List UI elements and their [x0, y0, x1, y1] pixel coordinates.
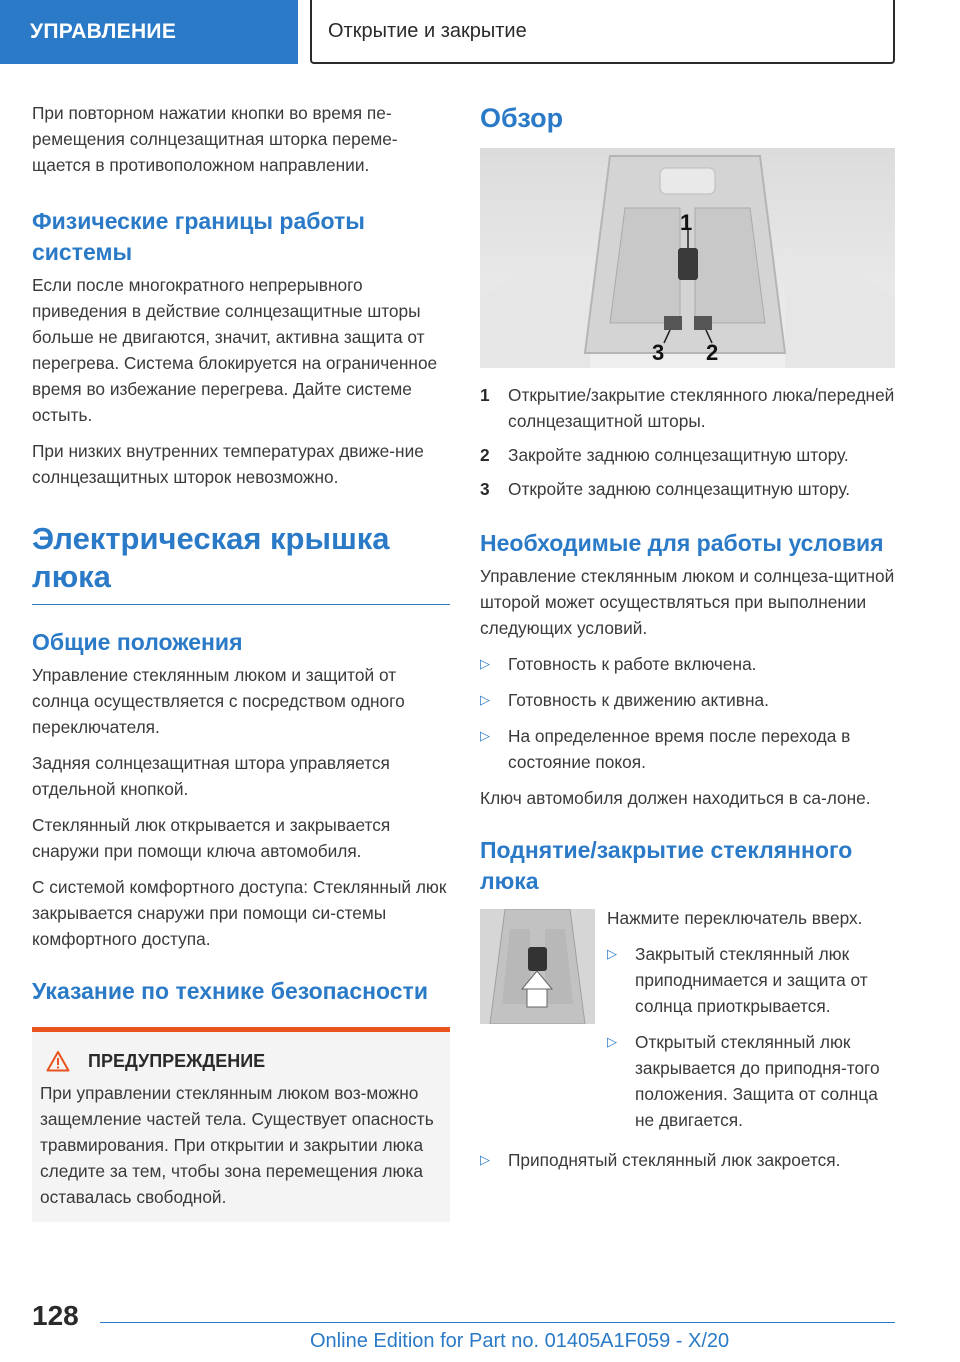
list-item: [480, 1147, 898, 1173]
legend-number: 2: [480, 445, 490, 465]
switch-drawing: [480, 909, 595, 1024]
conditions-list: [480, 651, 898, 775]
general-paragraph-4: С системой комфортного доступа: Стеклянный люк закрывается снаружи при помощи си-стемы комфортного доступа.: [32, 877, 447, 949]
list-item: [480, 723, 898, 775]
callout-3: 3: [652, 340, 665, 365]
legend-text: Закройте заднюю солнцезащитную штору.: [508, 445, 849, 465]
legend-text: Открытие/закрытие стеклянного люка/передней солнцезащитной шторы.: [508, 385, 895, 431]
list-item-text: Готовность к работе включена.: [508, 654, 757, 674]
chapter-title: Открытие и закрытие: [328, 19, 527, 42]
legend-text: Откройте заднюю солнцезащитную штору.: [508, 479, 851, 499]
triangle-bullet-icon: ▷: [480, 692, 490, 707]
legend-number: 1: [480, 385, 490, 405]
list-item-text: Готовность к движению активна.: [508, 690, 769, 710]
warning-box: [32, 1027, 450, 1222]
list-item-text: Закрытый стеклянный люк приподнимается и защита от солнца приоткрывается.: [635, 944, 868, 1016]
warning-header: [40, 1050, 440, 1072]
raise-list-final: [480, 1147, 898, 1173]
left-column: [32, 100, 450, 1222]
callout-2: 2: [706, 340, 719, 365]
raise-block: [480, 905, 898, 1143]
general-heading: Общие положения: [32, 629, 243, 655]
limits-paragraph-2: При низких внутренних температурах движе-ние солнцезащитных шторок невозможно.: [32, 441, 424, 487]
legend-list: [480, 382, 898, 502]
list-item-text: Открытый стеклянный люк закрывается до приподня-того положения. Защита от солнца не двигается.: [635, 1032, 880, 1130]
triangle-bullet-icon: ▷: [480, 1152, 490, 1167]
legend-item: [480, 382, 898, 434]
general-paragraph-3: Стеклянный люк открывается и закрывается снаружи при помощи ключа автомобиля.: [32, 815, 391, 861]
triangle-bullet-icon: ▷: [607, 1034, 617, 1049]
general-paragraph-2: Задняя солнцезащитная штора управляется отдельной кнопкой.: [32, 753, 390, 799]
triangle-bullet-icon: ▷: [480, 728, 490, 743]
general-paragraph-1: Управление стеклянным люком и защитой от солнца осуществляется с посредством одного переключателя.: [32, 665, 405, 737]
conditions-heading: Необходимые для работы условия: [480, 530, 884, 556]
raise-text: [607, 905, 898, 1143]
switch-illustration: [480, 909, 595, 1024]
chapter-tab: [310, 0, 895, 64]
intro-paragraph: При повторном нажатии кнопки во время пе-ремещения солнцезащитная шторка переме-щается в противоположном направлении.: [32, 103, 398, 175]
overview-heading: Обзор: [480, 103, 564, 133]
conditions-paragraph-2: Ключ автомобиля должен находиться в са-лоне.: [480, 788, 871, 808]
footer-rule: [100, 1322, 895, 1323]
right-column: [480, 100, 898, 1183]
conditions-paragraph: Управление стеклянным люком и солнцеза-щитной шторой может осуществляться при выполнении следующих условий.: [480, 566, 895, 638]
warning-label: ПРЕДУПРЕЖДЕНИЕ: [88, 1050, 266, 1071]
safety-heading: Указание по технике безопасности: [32, 978, 428, 1004]
legend-number: 3: [480, 479, 490, 499]
edition-link[interactable]: Online Edition for Part no. 01405A1F059 - X/20: [310, 1330, 730, 1352]
list-item-text: На определенное время после перехода в состояние покоя.: [508, 726, 851, 772]
limits-heading: Физические границы работы системы: [32, 208, 365, 265]
list-item: [480, 651, 898, 677]
raise-list: [607, 941, 898, 1133]
overview-illustration: [480, 148, 895, 368]
page-number: 128: [32, 1300, 79, 1331]
warning-text: При управлении стеклянным люком воз-можно защемление частей тела. Существует опасность травмирования. При открытии и закрытии люка следите за тем, чтобы зона перемещения люка оставалась свободной.: [40, 1083, 434, 1207]
list-item: [480, 687, 898, 713]
list-item: [607, 1029, 898, 1133]
raise-instruction: Нажмите переключатель вверх.: [607, 908, 863, 928]
main-heading: Электрическая крышка люка: [32, 521, 390, 594]
list-item-text: Приподнятый стеклянный люк закроется.: [508, 1150, 841, 1170]
section-tab: [0, 0, 298, 64]
section-title: УПРАВЛЕНИЕ: [30, 20, 177, 43]
callout-1: 1: [680, 210, 693, 235]
legend-item: [480, 476, 898, 502]
raise-heading: Поднятие/закрытие стеклянного люка: [480, 837, 853, 894]
limits-paragraph-1: Если после многократного непрерывного приведения в действие солнцезащитные шторы больше не двигаются, значит, активна защита от перегрева. Система блокируется на ограниченное время во избежание перегрева. Дайте системе остыть.: [32, 275, 438, 425]
triangle-bullet-icon: ▷: [607, 946, 617, 961]
heading-rule: [32, 604, 450, 605]
legend-item: [480, 442, 898, 468]
triangle-bullet-icon: ▷: [480, 656, 490, 671]
warning-triangle-icon: [46, 1050, 70, 1072]
roof-console-drawing: [480, 148, 895, 368]
list-item: [607, 941, 898, 1019]
